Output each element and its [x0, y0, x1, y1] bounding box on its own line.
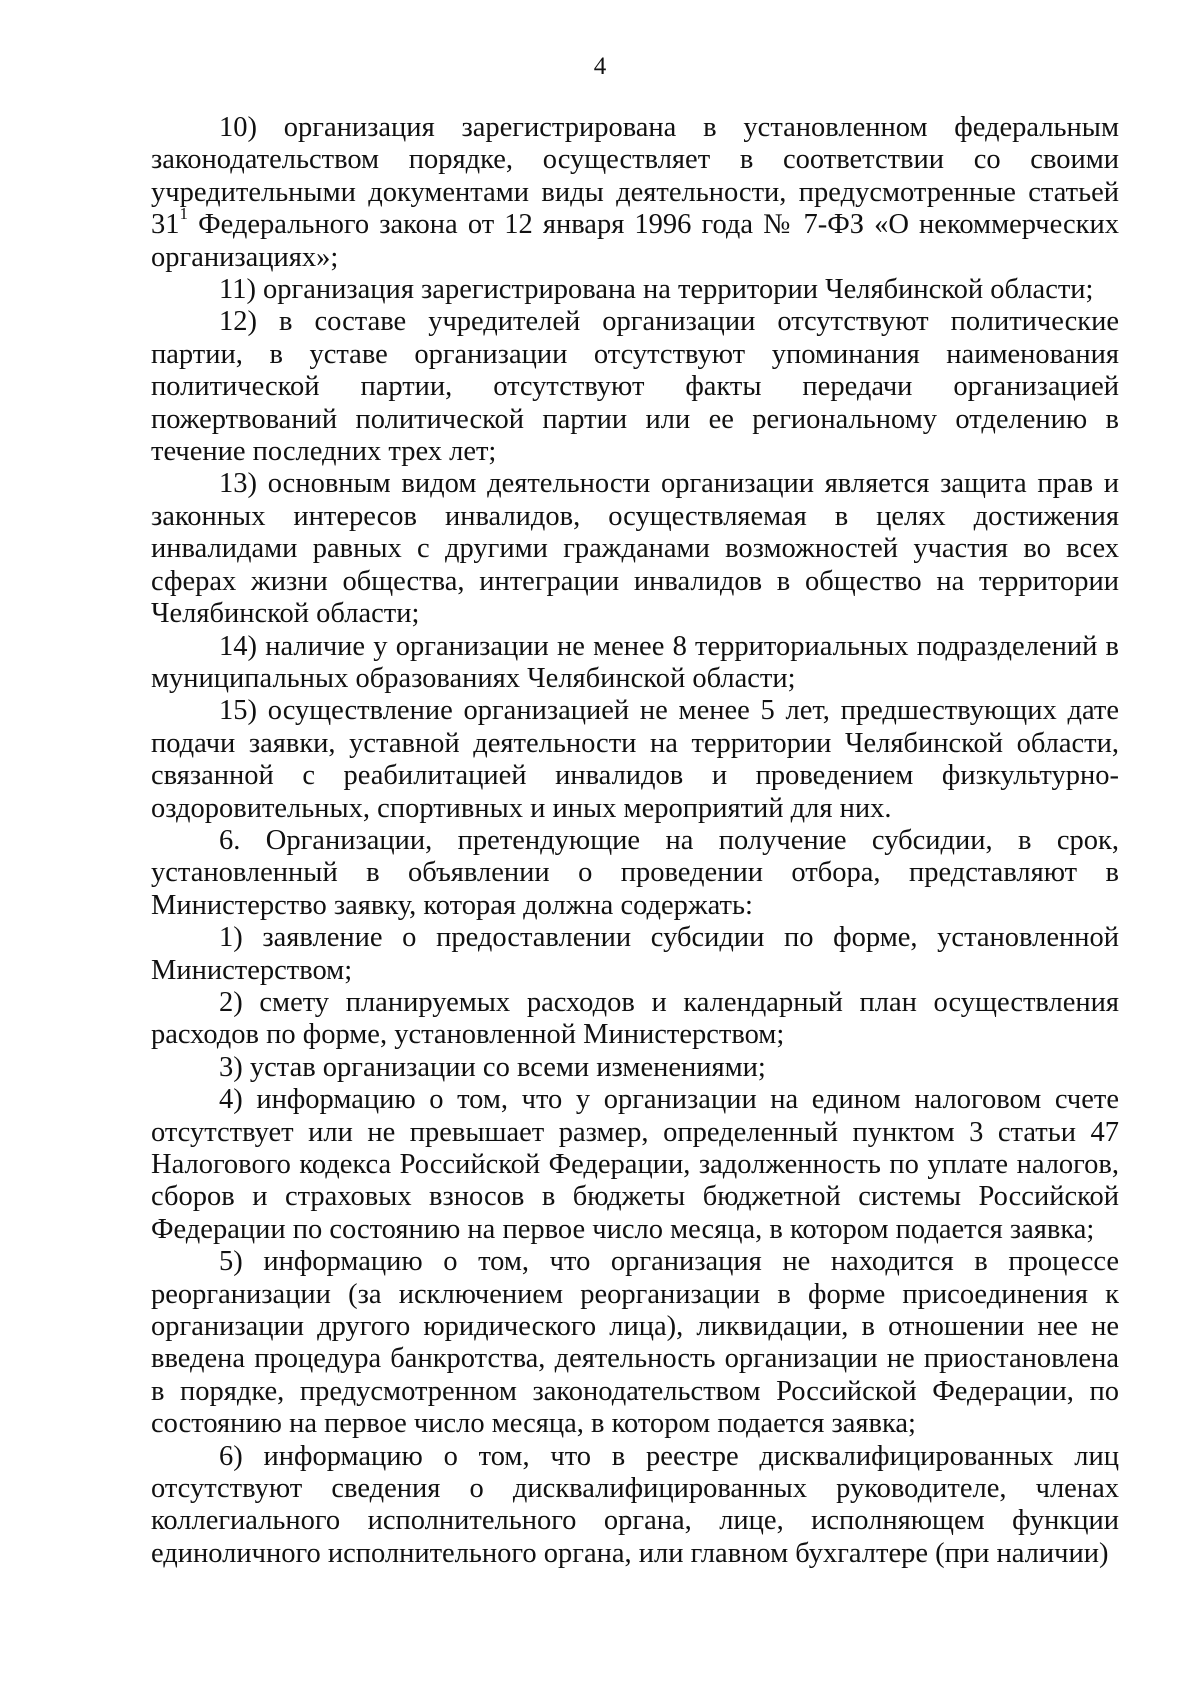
list-item-4: 4) информацию о том, что у организации на едином налоговом счете отсутствует или не превышает размер, определенный пунктом 3 статьи 47 Налогового кодекса Российской Федерации, задолженность по уплате налогов, сборов и страховых взносов в бюджеты бюджетной системы Российской Федерации по состоянию на первое число месяца, в котором подается заявка;	[151, 1084, 1119, 1245]
page-number: 4	[593, 53, 607, 80]
paragraph-13: 13) основным видом деятельности организации является защита прав и законных интересов инвалидов, осуществляемая в целях достижения инвалидами равных с другими гражданами возможностей участия во всех сферах жизни общества, интеграции инвалидов в общество на территории Челябинской области;	[151, 468, 1119, 630]
paragraph-11: 11) организация зарегистрирована на территории Челябинской области;	[219, 274, 1094, 306]
list-item-6: 6) информацию о том, что в реестре дисквалифицированных лиц отсутствуют сведения о дисквалифицированных руководителе, членах коллегиального исполнительного органа, лице, исполняющем функции единоличного исполнительного органа, или главном бухгалтере (при наличии)	[151, 1440, 1119, 1569]
section-6: 6. Организации, претендующие на получение субсидии, в срок, установленный в объявлении о проведении отбора, представляют в Министерство заявку, которая должна содержать:	[151, 824, 1119, 921]
paragraph-15: 15) осуществление организацией не менее 5 лет, предшествующих дате подачи заявки, уставной деятельности на территории Челябинской области, связанной с реабилитацией инвалидов и проведением физкультурно-оздоровительных, спортивных и иных мероприятий для них.	[151, 695, 1119, 824]
list-item-3: 3) устав организации со всеми изменениями;	[219, 1051, 766, 1083]
paragraph-14: 14) наличие у организации не менее 8 территориальных подразделений в муниципальных образованиях Челябинской области;	[151, 630, 1119, 694]
list-item-1: 1) заявление о предоставлении субсидии по форме, установленной Министерством;	[151, 922, 1119, 986]
document-body	[151, 112, 1119, 1570]
paragraph-10-text-continued: Федерального закона от 12 января 1996 года № 7-ФЗ «О некоммерческих организациях»;	[151, 209, 1119, 273]
paragraph-10-text: 10) организация зарегистрирована в установленном федеральным законодательством порядке, осуществляет в соответствии со своими учредительными документами виды деятельности, предусмотренные статьей 31	[151, 112, 1119, 241]
list-item-2: 2) смету планируемых расходов и календарный план осуществления расходов по форме, установленной Министерством;	[151, 986, 1119, 1051]
paragraph-12: 12) в составе учредителей организации отсутствуют политические партии, в уставе организации отсутствуют упоминания наименования политической партии, отсутствуют факты передачи организацией пожертвований политической партии или ее региональному отделению в течение последних трех лет;	[151, 306, 1119, 468]
list-item-5: 5) информацию о том, что организация не находится в процессе реорганизации (за исключением реорганизации в форме присоединения к организации другого юридического лица), ликвидации, в отношении нее не введена процедура банкротства, деятельность организации не приостановлена в порядке, предусмотренном законодательством Российской Федерации, по состоянию на первое число месяца, в котором подается заявка;	[151, 1246, 1119, 1440]
superscript-marker: 1	[179, 204, 188, 224]
paragraph-10	[151, 112, 1119, 274]
